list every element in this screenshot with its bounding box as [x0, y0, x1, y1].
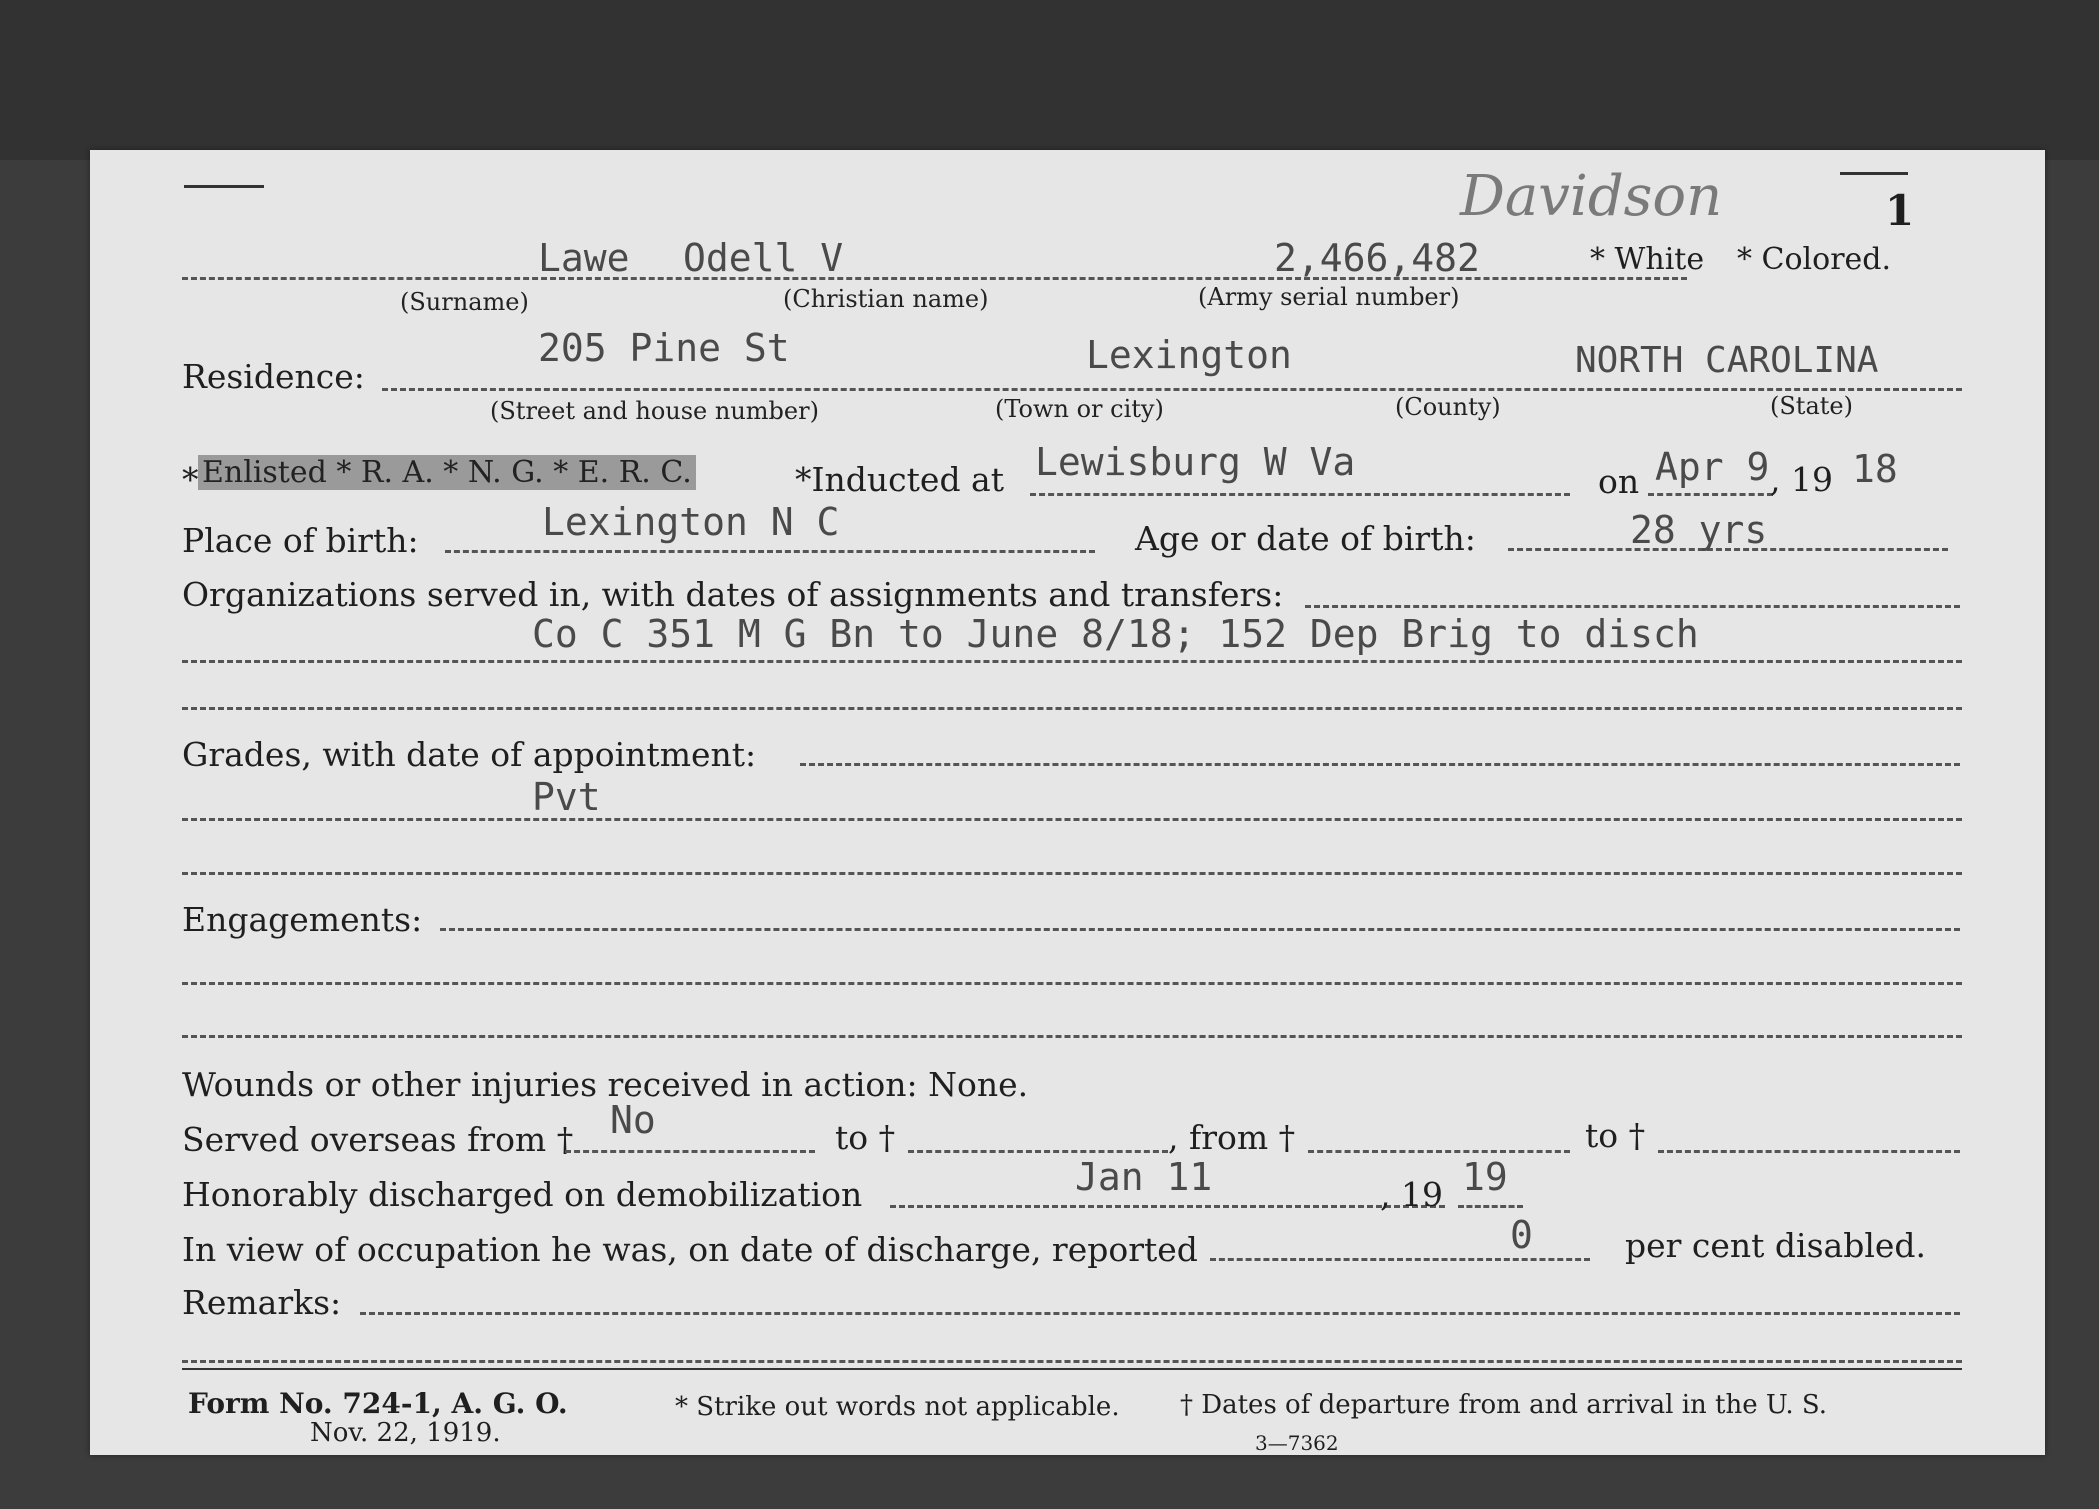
strike-note: * Strike out words not applicable.	[675, 1392, 1120, 1422]
remarks-line-1	[360, 1312, 1960, 1315]
birthplace-label: Place of birth:	[182, 521, 419, 560]
organizations-line-2	[182, 660, 1962, 663]
service-record-card	[90, 150, 2045, 1455]
engagements-line-3	[182, 1035, 1962, 1038]
overseas-to-line-2	[1658, 1150, 1960, 1153]
engagements-line-1	[440, 928, 1960, 931]
grades-line-1	[800, 763, 1960, 766]
birthplace-line	[445, 550, 1095, 553]
residence-line	[382, 388, 1962, 391]
state-value: NORTH CAROLINA	[1575, 340, 1879, 381]
inducted-label: *Inducted at	[795, 460, 1004, 499]
street-caption: (Street and house number)	[490, 397, 819, 425]
form-date: Nov. 22, 1919.	[310, 1418, 501, 1448]
overseas-from-label-2: , from †	[1168, 1118, 1296, 1157]
inducted-date-line	[1648, 493, 1773, 496]
serial-caption: (Army serial number)	[1198, 283, 1460, 311]
county-handwritten: Davidson	[1460, 164, 1723, 229]
overseas-value: No	[610, 1098, 656, 1142]
residence-label: Residence:	[182, 357, 365, 396]
grades-value: Pvt	[532, 775, 601, 819]
inducted-date: Apr 9	[1655, 445, 1770, 489]
remarks-line-2	[182, 1360, 1962, 1363]
christian-caption: (Christian name)	[783, 285, 989, 313]
christian-name-value: Odell V	[683, 236, 844, 280]
overseas-from-line-2	[1308, 1150, 1570, 1153]
on-label: on	[1598, 462, 1640, 501]
card-number: 1	[1885, 186, 1915, 235]
town-value: Lexington	[1086, 333, 1292, 377]
town-caption: (Town or city)	[995, 395, 1164, 423]
discharge-year: 19	[1462, 1155, 1508, 1199]
enlistment-types-struck: Enlisted * R. A. * N. G. * E. R. C.	[198, 455, 696, 490]
street-value: 205 Pine St	[538, 326, 790, 370]
organizations-line-3	[182, 707, 1962, 710]
occupation-label: In view of occupation he was, on date of discharge, reported	[182, 1230, 1198, 1269]
overseas-to-line	[908, 1150, 1168, 1153]
organizations-value: Co C 351 M G Bn to June 8/18; 152 Dep Brig to disch	[532, 612, 1699, 656]
disabled-value: 0	[1510, 1213, 1533, 1257]
race-colored: * Colored.	[1737, 242, 1892, 277]
organizations-label: Organizations served in, with dates of assignments and transfers:	[182, 575, 1284, 614]
overseas-label: Served overseas from †	[182, 1120, 574, 1159]
disabled-label: per cent disabled.	[1625, 1226, 1927, 1265]
surname-caption: (Surname)	[400, 288, 529, 316]
grades-line-3	[182, 872, 1962, 875]
wounds-label: Wounds or other injuries received in action: None.	[182, 1065, 1029, 1104]
grades-label: Grades, with date of appointment:	[182, 735, 757, 774]
scanner-background	[0, 0, 2099, 160]
inducted-line	[1030, 493, 1570, 496]
enlistment-asterisk: *	[182, 460, 199, 499]
discharged-label: Honorably discharged on demobilization	[182, 1175, 863, 1214]
dates-note: † Dates of departure from and arrival in the U. S.	[1180, 1390, 1828, 1420]
surname-value: Lawe	[538, 236, 630, 280]
engagements-label: Engagements:	[182, 900, 423, 939]
age-label: Age or date of birth:	[1135, 519, 1476, 558]
overseas-to-label: to †	[835, 1118, 896, 1157]
inducted-year-prefix: , 19	[1770, 460, 1833, 499]
organizations-line-1	[1305, 605, 1960, 608]
top-right-dash	[1840, 172, 1908, 175]
birthplace-value: Lexington N C	[542, 500, 840, 544]
discharge-year-line	[1458, 1205, 1523, 1208]
age-value: 28 yrs	[1630, 508, 1768, 552]
inducted-place: Lewisburg W Va	[1035, 440, 1356, 484]
county-caption: (County)	[1395, 393, 1501, 421]
print-code: 3—7362	[1255, 1431, 1339, 1455]
footer-rule	[182, 1368, 1962, 1370]
race-white: * White	[1590, 242, 1705, 277]
grades-line-2	[182, 818, 1962, 821]
state-caption: (State)	[1770, 392, 1853, 420]
engagements-line-2	[182, 982, 1962, 985]
overseas-from-line	[565, 1150, 815, 1153]
discharge-year-prefix: , 19	[1380, 1175, 1443, 1214]
discharge-date: Jan 11	[1075, 1155, 1213, 1199]
inducted-year: 18	[1852, 447, 1898, 491]
disabled-line	[1210, 1258, 1590, 1261]
remarks-label: Remarks:	[182, 1283, 342, 1322]
serial-value: 2,466,482	[1274, 236, 1480, 280]
overseas-to-label-2: to †	[1585, 1116, 1646, 1155]
top-left-dash	[184, 185, 264, 188]
discharge-date-line	[890, 1205, 1445, 1208]
form-number: Form No. 724-1, A. G. O.	[188, 1387, 568, 1420]
